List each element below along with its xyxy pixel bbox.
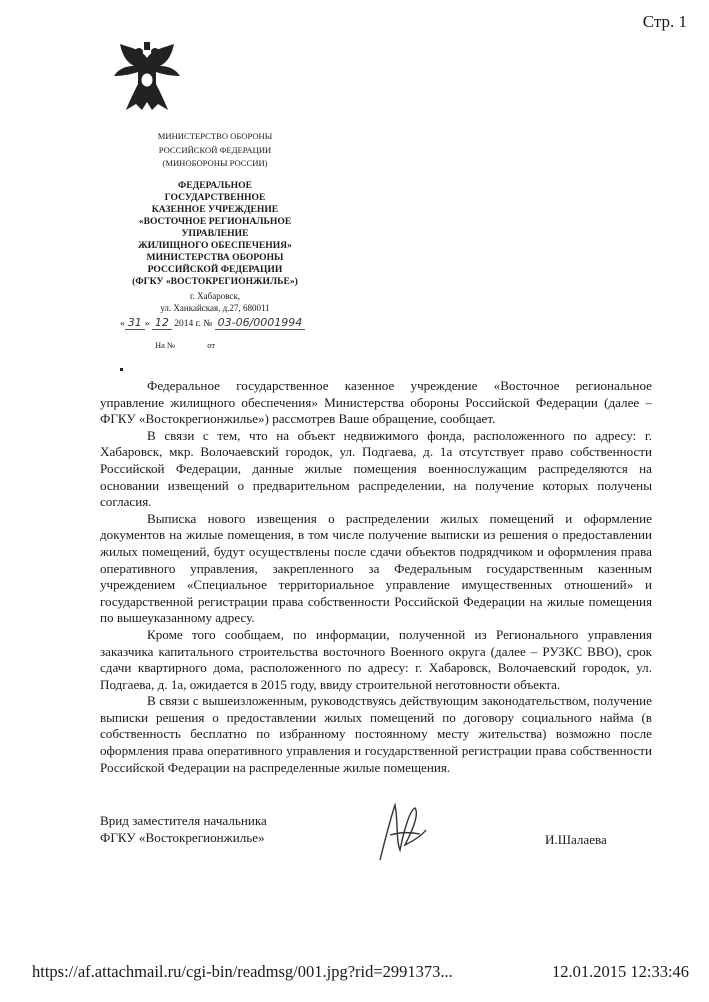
letter-body [100,378,652,776]
footer-datetime: 12.01.2015 12:33:46 [552,962,690,981]
reg-number: 03-06/0001994 [215,316,306,330]
ministry-line: РОССИЙСКОЙ ФЕДЕРАЦИИ [158,144,272,155]
org-line: ЖИЛИЩНОГО ОБЕСПЕЧЕНИЯ» [138,240,292,251]
ref-from-label: от [207,340,216,350]
org-line: УПРАВЛЕНИЕ [181,228,249,239]
handwritten-signature [360,790,440,870]
org-line: (ФГКУ «ВОСТОКРЕГИОНЖИЛЬЕ») [132,276,298,287]
org-line: РОССИЙСКОЙ ФЕДЕРАЦИИ [147,264,283,275]
reg-month: 12 [152,316,172,330]
corner-mark [120,368,123,371]
org-line: ФЕДЕРАЛЬНОЕ [177,180,252,191]
org-line: «ВОСТОЧНОЕ РЕГИОНАЛЬНОЕ [138,216,292,227]
org-line: ГОСУДАРСТВЕННОЕ [164,192,266,203]
org-address [110,290,320,314]
ministry-line: МИНИСТЕРСТВО ОБОРОНЫ [157,131,273,141]
registration-line: « 31 » 12 2014 г. № 03-06/0001994 [120,316,305,329]
paragraph: Выписка нового извещения о распределении жилых помещений и оформление документов на жилые помещения, в том числе получение выписки из решения о предоставлении жилых помещений, будут осуществлены после сдачи объектов подрядчиком и оформления права оперативного управления, закрепленного за Федеральным государственным казенным учреждением «Специальное территориальное управление имущественных отношений» и государственной регистрации права собственности Российской Федерации на жилые помещения по вышеуказанному адресу. [100,510,652,626]
footer-url: https://af.attachmail.ru/cgi-bin/readmsg/001.jpg?rid=2991373... [32,962,453,981]
organization-header [110,180,320,288]
signatory-position [100,812,267,846]
ministry-line: (МИНОБОРОНЫ РОССИИ) [162,158,268,168]
ministry-header [110,130,320,171]
paragraph: В связи с тем, что на объект недвижимого фонда, расположенного по адресу: г. Хабаровск, мкр. Волочаевский городок, ул. Подгаева, д. 1а отсутствует право собственности Российской Федерации, данные жилые помещения военнослужащим распределяются на основании извещений о предварительном распределении, на получение которых получены согласия. [100,427,652,510]
paragraph: Федеральное государственное казенное учреждение «Восточное региональное управление жилищного обеспечения» Министерства обороны Российской Федерации (далее – ФГКУ «Востокрегионжилье») рассмотрев Ваше обращение, сообщает. [100,378,652,427]
reg-year: 2014 г. № [174,319,213,329]
address-line: ул. Ханкайская, д.27, 680011 [160,303,270,313]
reference-line [155,340,245,350]
signatory-name: И.Шалаева [545,832,607,847]
ref-no-label: На № [155,340,176,350]
address-line: г. Хабаровск, [189,291,241,301]
double-headed-eagle-emblem-icon [112,40,182,116]
page-number: Стр. 1 [642,12,687,31]
reg-day: 31 [125,316,145,330]
paragraph: В связи с вышеизложенным, руководствуясь действующим законодательством, получение выписки решения о предоставлении жилых помещений по договору социального найма (в собственность бесплатно по избранному постоянному месту жительства) возможно после оформления права оперативного управления и государственной регистрации права собственности Российской Федерации на распределенные жилые помещения. [100,693,652,775]
org-line: МИНИСТЕРСТВА ОБОРОНЫ [146,252,284,263]
org-line: КАЗЕННОЕ УЧРЕЖДЕНИЕ [151,204,279,215]
paragraph: Кроме того сообщаем, по информации, полученной из Регионального управления заказчика капитального строительства восточного Военного округа (далее – РУЗКС ВВО), срок сдачи квартирного дома, расположенного по адресу: г. Хабаровск, Волочаевский городок, ул. Подгаева, д. 1а, ожидается в 2015 году, ввиду строительной неготовности объекта. [100,626,652,692]
position-line: ФГКУ «Востокрегионжилье» [100,830,265,845]
position-line: Врид заместителя начальника [100,813,267,828]
